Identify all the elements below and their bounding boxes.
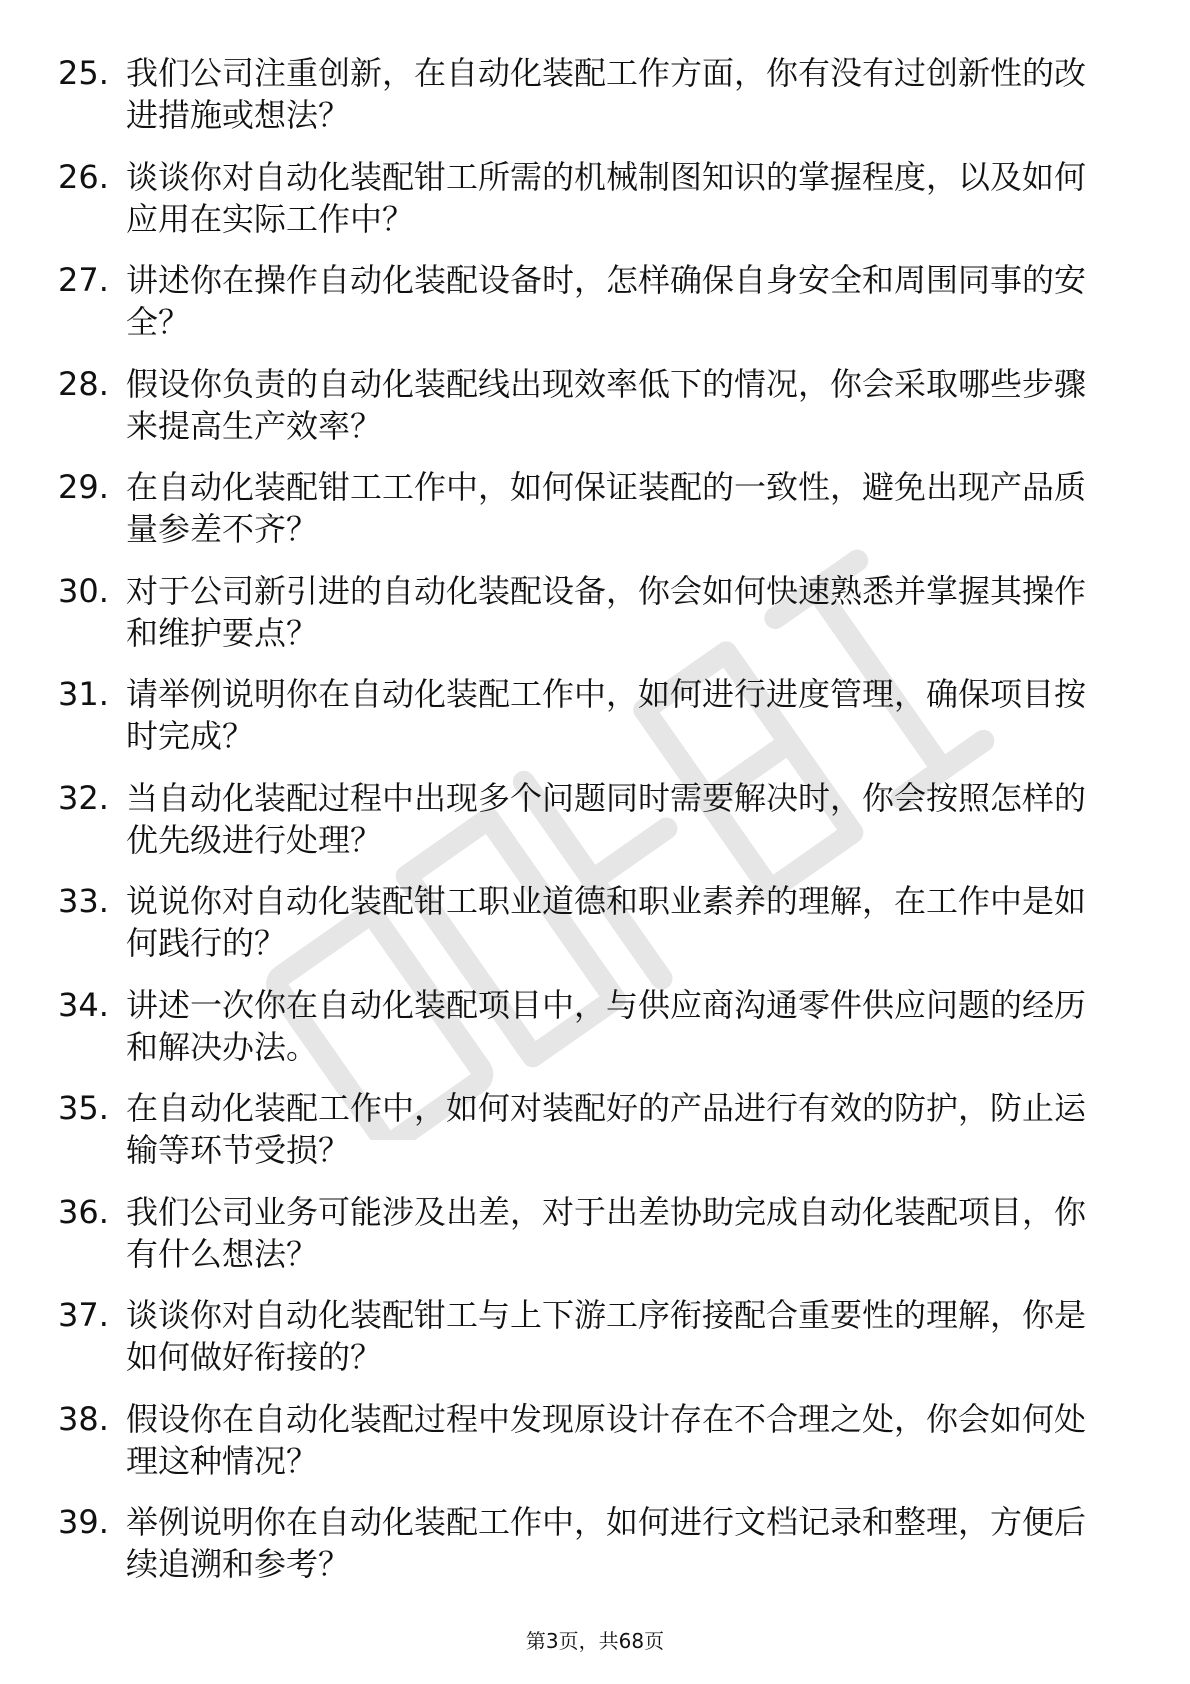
question-item bbox=[0, 259, 1190, 363]
question-number: 27. bbox=[58, 261, 109, 299]
page-footer bbox=[0, 1628, 1190, 1654]
question-text: 在自动化装配钳工工作中，如何保证装配的一致性，避免出现产品质量参差不齐？ bbox=[126, 468, 1087, 548]
question-text: 说说你对自动化装配钳工职业道德和职业素养的理解，在工作中是如何践行的？ bbox=[126, 882, 1087, 962]
question-text: 我们公司业务可能涉及出差，对于出差协助完成自动化装配项目，你有什么想法？ bbox=[126, 1192, 1087, 1273]
question-item bbox=[0, 1501, 1190, 1605]
question-item bbox=[0, 156, 1190, 260]
question-number: 39. bbox=[58, 1503, 109, 1541]
question-text: 讲述你在操作自动化装配设备时，怎样确保自身安全和周围同事的安全？ bbox=[126, 261, 1087, 341]
question-item bbox=[0, 1398, 1190, 1502]
page-number-label: 第3页，共68页 bbox=[525, 1629, 665, 1653]
question-text: 当自动化装配过程中出现多个问题同时需要解决时，你会按照怎样的优先级进行处理？ bbox=[126, 778, 1087, 859]
question-item bbox=[0, 984, 1190, 1088]
question-number: 37. bbox=[58, 1296, 109, 1334]
question-number: 32. bbox=[58, 778, 109, 817]
question-number: 29. bbox=[58, 468, 109, 506]
question-text: 假设你负责的自动化装配线出现效率低下的情况，你会采取哪些步骤来提高生产效率？ bbox=[126, 364, 1087, 445]
question-item bbox=[0, 880, 1190, 984]
question-item bbox=[0, 363, 1190, 467]
question-item bbox=[0, 1191, 1190, 1295]
question-item bbox=[0, 777, 1190, 881]
question-text: 谈谈你对自动化装配钳工与上下游工序衔接配合重要性的理解，你是如何做好衔接的？ bbox=[126, 1296, 1087, 1376]
question-number: 25. bbox=[58, 54, 109, 92]
question-number: 26. bbox=[58, 157, 109, 196]
question-text: 请举例说明你在自动化装配工作中，如何进行进度管理，确保项目按时完成？ bbox=[126, 675, 1087, 755]
question-text: 讲述一次你在自动化装配项目中，与供应商沟通零件供应问题的经历和解决办法。 bbox=[126, 985, 1087, 1066]
question-text: 假设你在自动化装配过程中发现原设计存在不合理之处，你会如何处理这种情况？ bbox=[126, 1399, 1087, 1480]
question-number: 31. bbox=[58, 675, 109, 713]
question-item bbox=[0, 52, 1190, 156]
question-text: 谈谈你对自动化装配钳工所需的机械制图知识的掌握程度，以及如何应用在实际工作中？ bbox=[126, 157, 1087, 238]
question-item bbox=[0, 1294, 1190, 1398]
question-number: 30. bbox=[58, 571, 109, 610]
question-number: 34. bbox=[58, 985, 109, 1024]
question-number: 28. bbox=[58, 364, 109, 403]
question-list bbox=[0, 52, 1190, 1605]
question-number: 38. bbox=[58, 1399, 109, 1438]
question-number: 35. bbox=[58, 1089, 109, 1127]
question-text: 在自动化装配工作中，如何对装配好的产品进行有效的防护，防止运输等环节受损？ bbox=[126, 1089, 1087, 1169]
question-item bbox=[0, 673, 1190, 777]
question-item bbox=[0, 1087, 1190, 1191]
question-text: 我们公司注重创新，在自动化装配工作方面，你有没有过创新性的改进措施或想法？ bbox=[126, 54, 1087, 134]
question-item bbox=[0, 570, 1190, 674]
question-text: 举例说明你在自动化装配工作中，如何进行文档记录和整理，方便后续追溯和参考？ bbox=[126, 1503, 1087, 1583]
question-text: 对于公司新引进的自动化装配设备，你会如何快速熟悉并掌握其操作和维护要点？ bbox=[126, 571, 1087, 652]
question-item bbox=[0, 466, 1190, 570]
question-number: 33. bbox=[58, 882, 109, 920]
question-number: 36. bbox=[58, 1192, 109, 1231]
